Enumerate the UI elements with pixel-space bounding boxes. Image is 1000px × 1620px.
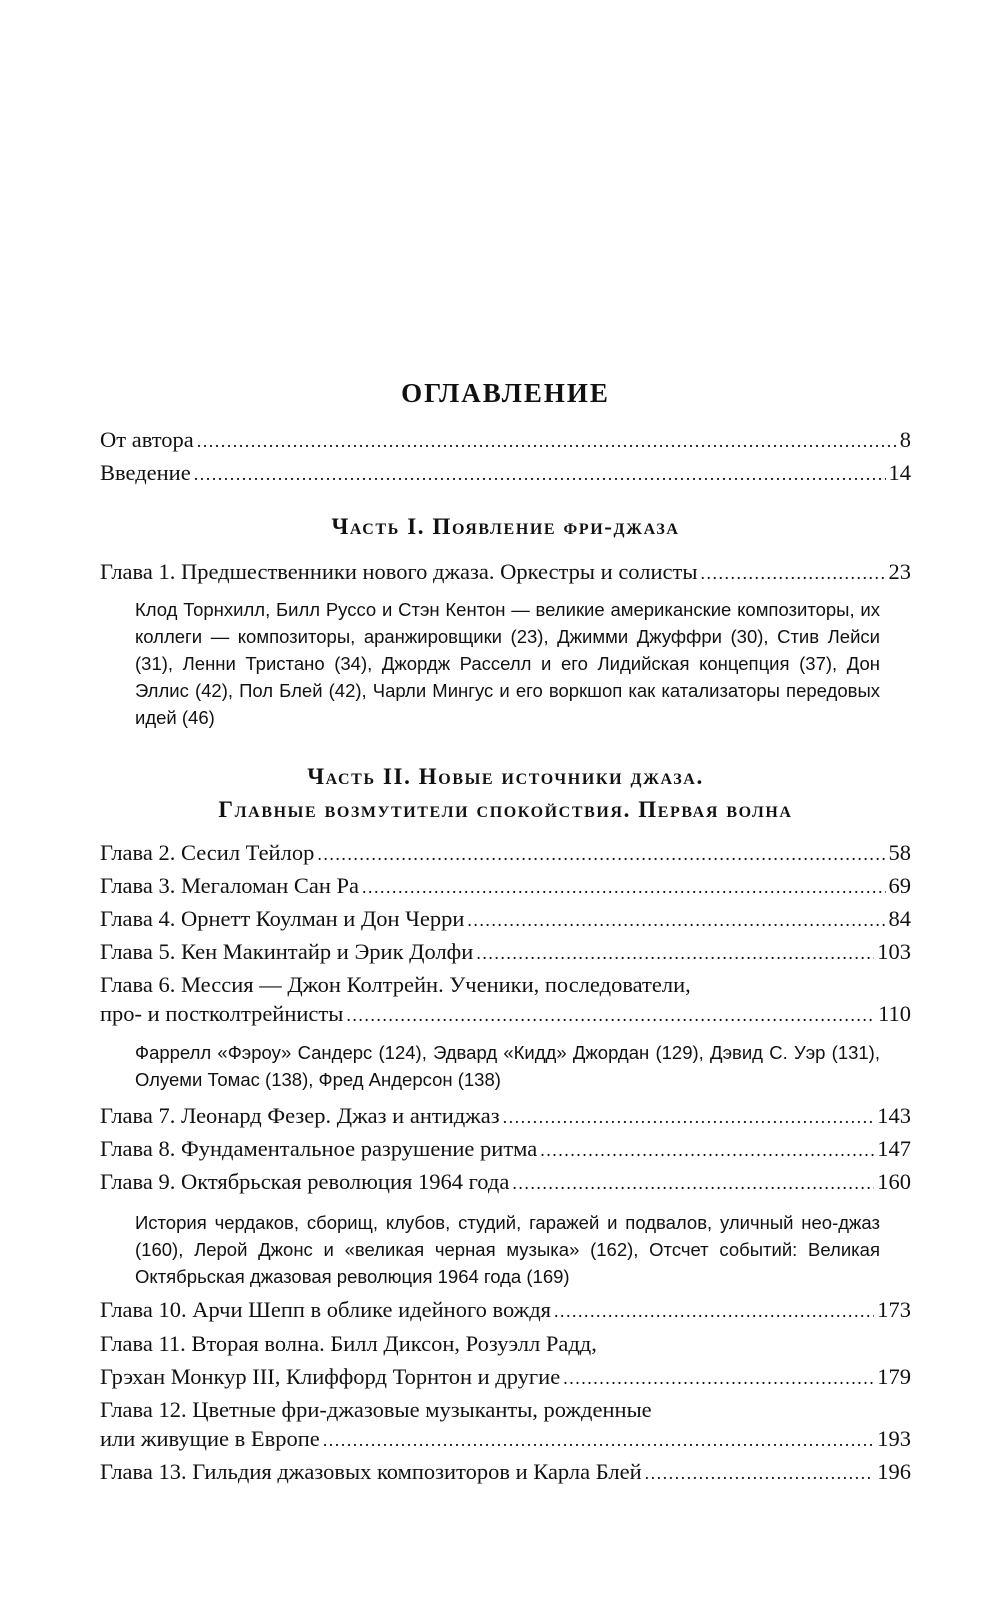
toc-entry-title: Глава 2. Сесил Тейлор xyxy=(100,840,315,865)
toc-entry-chapter-10[interactable] xyxy=(100,1295,911,1326)
toc-entry-title: Глава 7. Леонард Фезер. Джаз и антиджаз xyxy=(100,1103,500,1128)
leader-dots xyxy=(194,459,886,489)
toc-entry-page: 69 xyxy=(888,873,911,898)
toc-entry-page: 8 xyxy=(899,427,911,452)
chapter-6-title-line1[interactable]: Глава 6. Мессия — Джон Колтрейн. Ученики, последователи, xyxy=(100,972,691,997)
toc-entry-page: 58 xyxy=(888,840,911,865)
toc-entry-chapter-8[interactable] xyxy=(100,1134,911,1165)
toc-entry-page: 23 xyxy=(888,559,911,584)
toc-entry-page: 173 xyxy=(877,1297,911,1322)
toc-entry-from-author[interactable] xyxy=(100,425,911,456)
chapter-11-title-line1[interactable]: Глава 11. Вторая волна. Билл Диксон, Розуэлл Радд, xyxy=(100,1331,597,1356)
leader-dots xyxy=(503,1102,875,1132)
toc-entry-chapter-6[interactable] xyxy=(100,999,911,1030)
leader-dots xyxy=(323,1425,875,1455)
toc-entry-chapter-5[interactable] xyxy=(100,937,911,968)
leader-dots xyxy=(317,839,885,869)
chapter-9-description: История чердаков, сборищ, клубов, студий, гаражей и подвалов, уличный нео-джаз (160), Лерой Джонс и «великая черная музыка» (162), Отсчет событий: Великая Октябрьская джазовая революция 1964 года (169) xyxy=(135,1212,880,1287)
leader-dots xyxy=(645,1458,875,1488)
toc-entry-title: Глава 8. Фундаментальное разрушение ритма xyxy=(100,1136,538,1161)
toc-entry-page: 193 xyxy=(877,1426,911,1451)
part-2-title-line1: Часть II. Новые источники джаза. xyxy=(307,764,704,789)
toc-entry-page: 14 xyxy=(888,460,911,485)
toc-entry-title: про- и постколтрейнисты xyxy=(100,1001,344,1026)
part-2-title-line2: Главные возмутители спокойствия. Первая волна xyxy=(218,797,793,822)
toc-entry-title: Глава 13. Гильдия джазовых композиторов и Карла Блей xyxy=(100,1459,642,1484)
leader-dots xyxy=(362,872,885,902)
leader-dots xyxy=(346,1000,875,1030)
toc-entry-page: 143 xyxy=(877,1103,911,1128)
leader-dots xyxy=(512,1168,874,1198)
chapter-6-description: Фаррелл «Фэроу» Сандерс (124), Эдвард «Кидд» Джордан (129), Дэвид С. Уэр (131), Олуеми Томас (138), Фред Андерсон (138) xyxy=(135,1042,880,1090)
toc-entry-page: 84 xyxy=(888,906,911,931)
leader-dots xyxy=(476,938,874,968)
toc-entry-chapter-9[interactable] xyxy=(100,1167,911,1198)
toc-heading: ОГЛАВЛЕНИЕ xyxy=(401,378,610,408)
toc-entry-title: Грэхан Монкур III, Клиффорд Торнтон и другие xyxy=(100,1364,561,1389)
toc-entry-title: Глава 9. Октябрьская революция 1964 года xyxy=(100,1169,510,1194)
toc-entry-page: 147 xyxy=(877,1136,911,1161)
toc-entry-page: 110 xyxy=(878,1001,911,1026)
toc-entry-chapter-13[interactable] xyxy=(100,1457,911,1488)
toc-entry-page: 179 xyxy=(877,1364,911,1389)
toc-entry-title: Глава 10. Арчи Шепп в облике идейного вождя xyxy=(100,1297,552,1322)
leader-dots xyxy=(467,905,885,935)
toc-entry-chapter-7[interactable] xyxy=(100,1101,911,1132)
toc-entry-title: Глава 5. Кен Макинтайр и Эрик Долфи xyxy=(100,939,474,964)
leader-dots xyxy=(197,426,897,456)
toc-entry-title: или живущие в Европе xyxy=(100,1426,320,1451)
toc-entry-introduction[interactable] xyxy=(100,458,911,489)
toc-entry-chapter-1[interactable] xyxy=(100,557,911,588)
toc-entry-chapter-4[interactable] xyxy=(100,904,911,935)
leader-dots xyxy=(554,1296,874,1326)
chapter-1-description: Клод Торнхилл, Билл Руссо и Стэн Кентон — великие американские композиторы, их коллеги — композиторы, аранжировщики (23), Джимми Джуффри (30), Стив Лейси (31), Ленни Тристано (34), Джордж Расселл и его Лидийская концепция (37), Дон Эллис (42), Пол Блей (42), Чарли Мингус и его воркшоп как катализаторы передовых идей (46) xyxy=(135,599,880,728)
toc-entry-chapter-3[interactable] xyxy=(100,871,911,902)
toc-entry-title: Глава 3. Мегаломан Сан Ра xyxy=(100,873,360,898)
toc-entry-page: 103 xyxy=(877,939,911,964)
part-1-title: Часть I. Появление фри-джаза xyxy=(331,514,680,539)
chapter-12-title-line1[interactable]: Глава 12. Цветные фри-джазовые музыканты, рожденные xyxy=(100,1397,652,1422)
leader-dots xyxy=(540,1135,874,1165)
toc-entry-title: Глава 1. Предшественники нового джаза. Оркестры и солисты xyxy=(100,559,698,584)
toc-entry-title: Глава 4. Орнетт Коулман и Дон Черри xyxy=(100,906,465,931)
toc-entry-chapter-11[interactable] xyxy=(100,1362,911,1393)
leader-dots xyxy=(700,558,885,588)
toc-entry-chapter-12[interactable] xyxy=(100,1424,911,1455)
toc-entry-title: От автора xyxy=(100,427,194,452)
toc-entry-title: Введение xyxy=(100,460,191,485)
toc-entry-page: 196 xyxy=(877,1459,911,1484)
toc-entry-page: 160 xyxy=(877,1169,911,1194)
leader-dots xyxy=(563,1363,874,1393)
toc-entry-chapter-2[interactable] xyxy=(100,838,911,869)
